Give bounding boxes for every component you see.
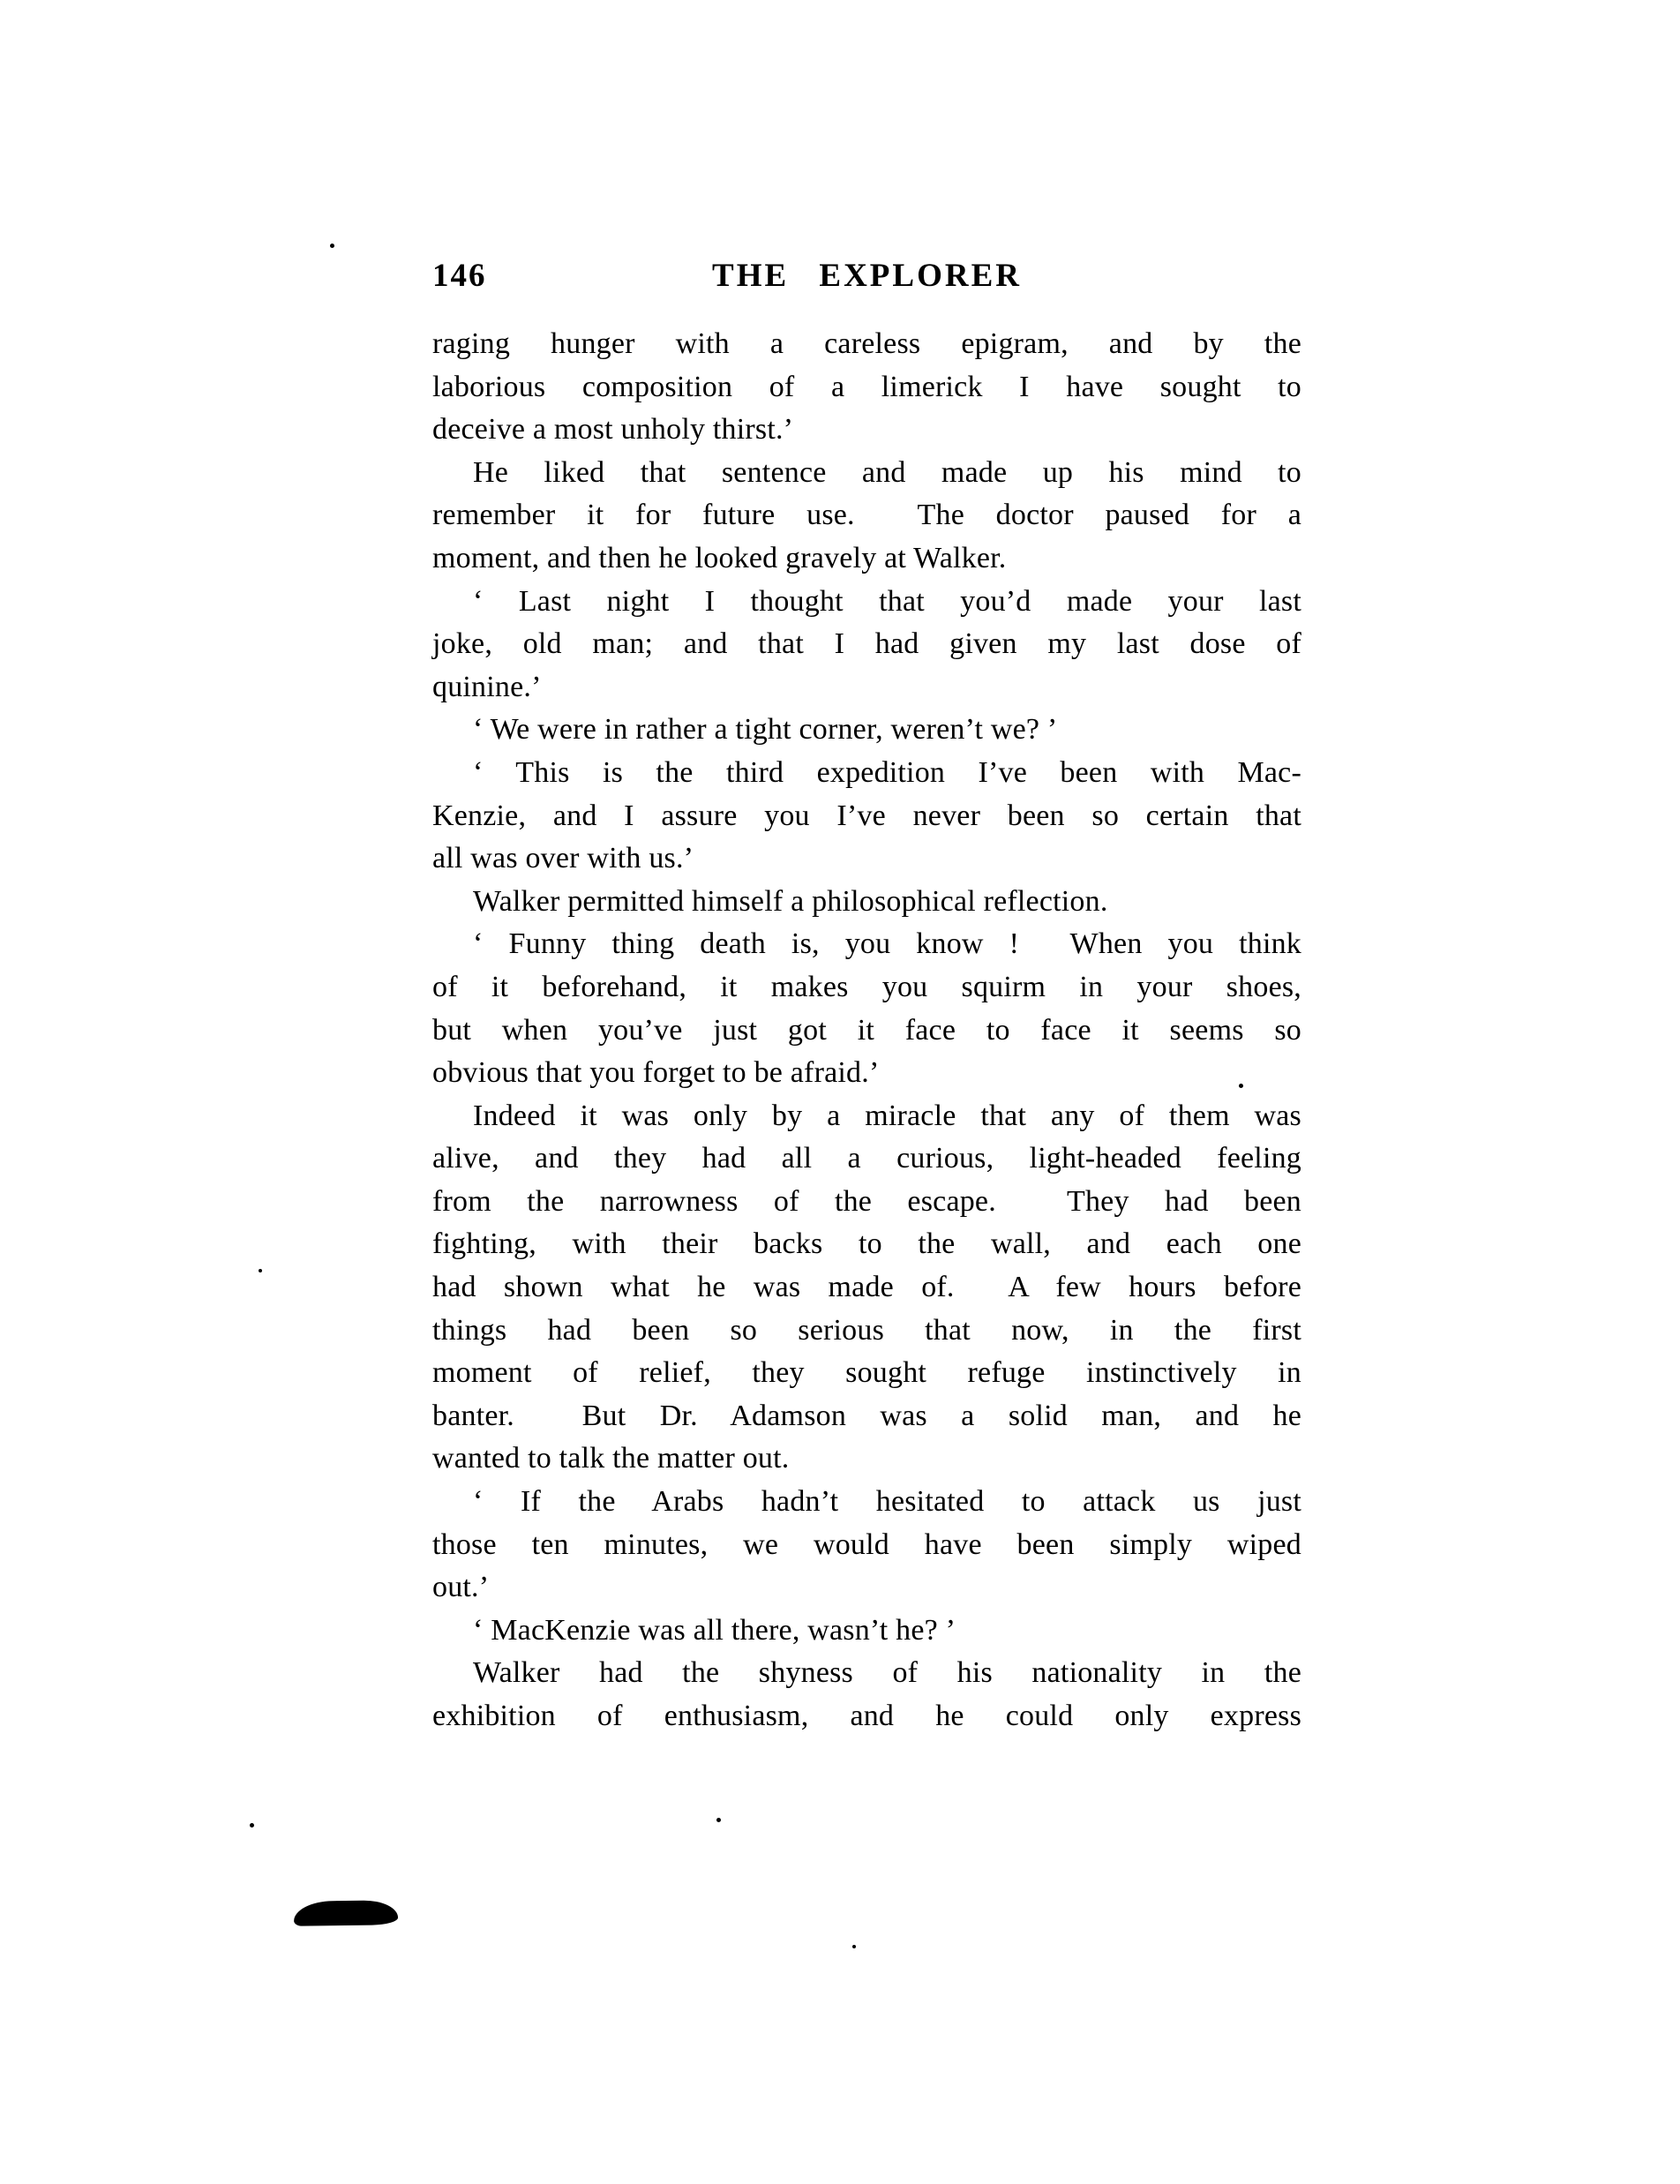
text-line: laborious composition of a limerick I have sought to — [432, 370, 1301, 403]
text-line: wanted to talk the matter out. — [432, 1442, 790, 1475]
body-text — [432, 323, 1301, 1738]
text-line: remember it for future use. The doctor paused for a — [432, 499, 1301, 532]
text-line: from the narrowness of the escape. They had been — [432, 1184, 1301, 1218]
ink-speck — [330, 244, 334, 248]
ink-speck — [250, 1823, 254, 1828]
text-line: Walker had the shyness of his nationality in the — [473, 1656, 1301, 1690]
text-line: moment, and then he looked gravely at Walker. — [432, 541, 1007, 574]
ink-speck — [259, 1269, 262, 1272]
page-number: 146 — [432, 258, 487, 294]
ink-speck — [716, 1818, 721, 1822]
text-line: ‘ If the Arabs hadn’t hesitated to attack us just — [473, 1485, 1301, 1519]
text-line: fighting, with their backs to the wall, and each one — [432, 1227, 1301, 1261]
text-line: all was over with us.’ — [432, 842, 694, 875]
text-line: but when you’ve just got it face to face it seems so — [432, 1013, 1301, 1047]
text-line: joke, old man; and that I had given my last dose of — [432, 627, 1301, 661]
text-line: deceive a most unholy thirst.’ — [432, 413, 794, 447]
text-line: obvious that you forget to be afraid.’ — [432, 1056, 880, 1090]
text-line: things had been so serious that now, in the first — [432, 1313, 1301, 1347]
running-title: THE EXPLORER — [712, 258, 1022, 294]
text-line: Indeed it was only by a miracle that any of them was — [473, 1099, 1301, 1132]
ink-blob — [294, 1900, 398, 1926]
ink-speck — [1239, 1084, 1243, 1088]
text-line: had shown what he was made of. A few hours before — [432, 1271, 1301, 1304]
text-line: ‘ Funny thing death is, you know ! When you think — [473, 927, 1301, 961]
text-line: out.’ — [432, 1571, 490, 1604]
text-line: those ten minutes, we would have been simply wiped — [432, 1527, 1301, 1561]
text-line: alive, and they had all a curious, light-headed feeling — [432, 1142, 1301, 1175]
text-line: exhibition of enthusiasm, and he could only express — [432, 1700, 1301, 1732]
text-line: ‘ This is the third expedition I’ve been with Mac- — [473, 755, 1301, 789]
text-line: ‘ We were in rather a tight corner, weren’t we? ’ — [473, 713, 1058, 747]
text-line: banter. But Dr. Adamson was a solid man, and he — [432, 1399, 1301, 1432]
text-line: ‘ Last night I thought that you’d made your last — [473, 584, 1301, 618]
ink-speck — [852, 1945, 856, 1948]
text-line: Kenzie, and I assure you I’ve never been so certain that — [432, 799, 1301, 832]
text-line: ‘ MacKenzie was all there, wasn’t he? ’ — [473, 1613, 956, 1647]
text-line: Walker permitted himself a philosophical reflection. — [473, 884, 1108, 918]
text-line: raging hunger with a careless epigram, and by the — [432, 327, 1301, 360]
text-line: moment of relief, they sought refuge instinctively in — [432, 1356, 1301, 1390]
text-line: quinine.’ — [432, 670, 542, 703]
text-line: He liked that sentence and made up his mind to — [473, 455, 1301, 489]
text-line: of it beforehand, it makes you squirm in your shoes, — [432, 970, 1301, 1003]
page-header — [432, 257, 1301, 296]
